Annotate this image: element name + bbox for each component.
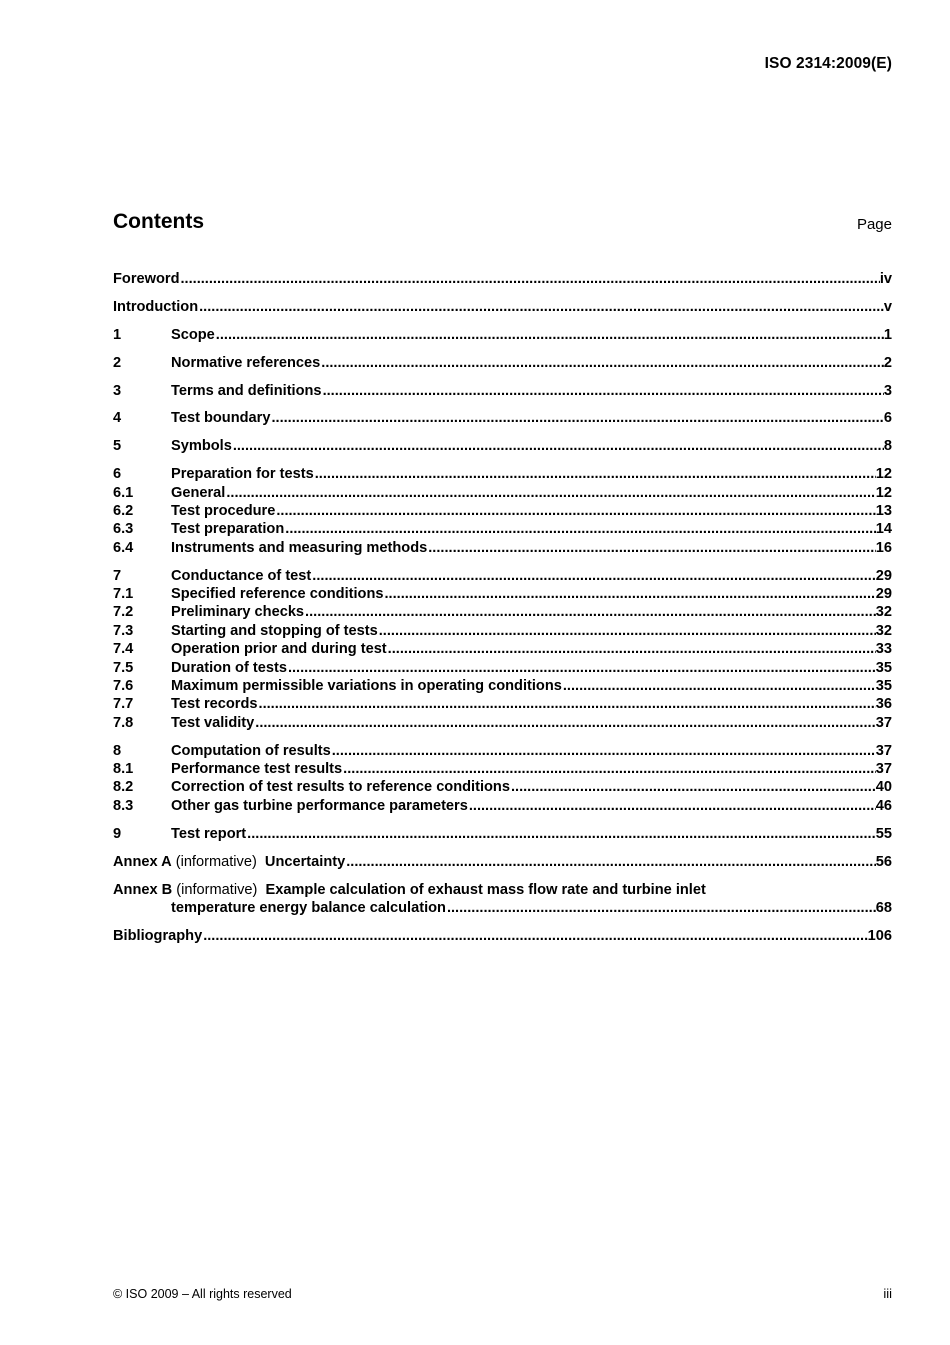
toc-entry-page: 35 bbox=[875, 659, 892, 676]
toc-group-1 bbox=[113, 326, 892, 344]
toc-entry-number: 7.4 bbox=[113, 641, 134, 658]
toc-entry-instruments[interactable] bbox=[113, 539, 892, 557]
toc-entry-number: 7 bbox=[113, 567, 122, 584]
toc-entry-page: 37 bbox=[875, 714, 892, 731]
toc-entry-title: Test validity bbox=[171, 714, 255, 731]
document-id: ISO 2314:2009(E) bbox=[764, 55, 892, 72]
toc-entry-permissible-variations[interactable] bbox=[113, 677, 892, 695]
toc-entry-title bbox=[113, 853, 345, 871]
toc-entry-title: Introduction bbox=[113, 298, 199, 315]
toc-entry-number: 6.1 bbox=[113, 484, 134, 501]
toc-entry-title: Bibliography bbox=[113, 927, 203, 944]
toc-entry-preparation-for-tests[interactable] bbox=[113, 465, 892, 483]
annex-title-line1: Example calculation of exhaust mass flow rate and turbine inlet bbox=[265, 881, 706, 898]
toc-entry-test-preparation[interactable] bbox=[113, 520, 892, 538]
toc-entry-page: 2 bbox=[883, 354, 892, 371]
toc-entry-title: Test report bbox=[171, 825, 247, 842]
toc-dot-leader bbox=[246, 825, 876, 843]
toc-entry-number: 8.2 bbox=[113, 779, 134, 796]
toc-dot-leader bbox=[387, 640, 876, 658]
toc-entry-title: Computation of results bbox=[171, 742, 331, 759]
toc-entry-page: 16 bbox=[875, 539, 892, 556]
toc-dot-leader bbox=[179, 270, 879, 288]
toc-dot-leader bbox=[383, 585, 875, 603]
toc-entry-number: 6.4 bbox=[113, 539, 134, 556]
toc-group-3 bbox=[113, 382, 892, 400]
toc-entry-test-validity[interactable] bbox=[113, 714, 892, 732]
toc-entry-test-boundary[interactable] bbox=[113, 409, 892, 427]
toc-group-6 bbox=[113, 465, 892, 557]
toc-entry-title: Other gas turbine performance parameters bbox=[171, 797, 468, 814]
toc-entry-page: 32 bbox=[875, 622, 892, 639]
toc-entry-title: Conductance of test bbox=[171, 567, 312, 584]
toc-group-annex-b bbox=[113, 881, 892, 918]
toc-entry-number: 7.8 bbox=[113, 714, 134, 731]
toc-entry-number: 9 bbox=[113, 825, 122, 842]
toc-dot-leader bbox=[322, 382, 884, 400]
toc-entry-title: Scope bbox=[171, 326, 215, 343]
toc-entry-number: 6 bbox=[113, 466, 122, 483]
toc-entry-title: Preliminary checks bbox=[171, 604, 305, 621]
toc-entry-page: 14 bbox=[875, 521, 892, 538]
toc-group-7 bbox=[113, 567, 892, 733]
toc-entry-number: 6.3 bbox=[113, 521, 134, 538]
toc-entry-number: 5 bbox=[113, 438, 122, 455]
toc-dot-leader bbox=[510, 778, 876, 796]
toc-entry-page: 37 bbox=[875, 761, 892, 778]
toc-entry-introduction[interactable] bbox=[113, 298, 892, 316]
toc-entry-title: Correction of test results to reference conditions bbox=[171, 779, 510, 796]
toc-group-introduction bbox=[113, 298, 892, 316]
toc-dot-leader bbox=[225, 484, 875, 502]
toc-entry-performance-results[interactable] bbox=[113, 760, 892, 778]
toc-entry-bibliography[interactable] bbox=[113, 927, 892, 945]
toc-entry-page: 46 bbox=[875, 797, 892, 814]
toc-entry-number: 7.7 bbox=[113, 696, 134, 713]
toc-entry-symbols[interactable] bbox=[113, 437, 892, 455]
toc-entry-number: 7.2 bbox=[113, 604, 134, 621]
toc-entry-general[interactable] bbox=[113, 484, 892, 502]
toc-entry-test-procedure[interactable] bbox=[113, 502, 892, 520]
toc-entry-other-parameters[interactable] bbox=[113, 797, 892, 815]
toc-entry-test-records[interactable] bbox=[113, 695, 892, 713]
toc-dot-leader bbox=[314, 465, 876, 483]
toc-entry-page: 35 bbox=[875, 678, 892, 695]
toc-group-foreword bbox=[113, 270, 892, 288]
toc-entry-number: 6.2 bbox=[113, 503, 134, 520]
toc-dot-leader bbox=[468, 797, 876, 815]
toc-entry-title: Maximum permissible variations in operating conditions bbox=[171, 678, 562, 695]
toc-entry-title: Foreword bbox=[113, 271, 180, 287]
toc-entry-page: 8 bbox=[883, 438, 892, 455]
toc-entry-page: 1 bbox=[883, 326, 892, 343]
toc-dot-leader bbox=[446, 899, 876, 917]
toc-entry-operation-prior[interactable] bbox=[113, 640, 892, 658]
toc-entry-page: 55 bbox=[875, 825, 892, 842]
toc-entry-page: 12 bbox=[875, 466, 892, 483]
toc-entry-page: 33 bbox=[875, 641, 892, 658]
toc-dot-leader bbox=[562, 677, 876, 695]
toc-entry-page: 13 bbox=[875, 503, 892, 520]
toc-dot-leader bbox=[198, 298, 884, 316]
toc-entry-page: 12 bbox=[875, 484, 892, 501]
toc-entry-title: Test records bbox=[171, 696, 258, 713]
toc-entry-conductance-of-test[interactable] bbox=[113, 567, 892, 585]
toc-dot-leader bbox=[202, 927, 867, 945]
toc-entry-title: Terms and definitions bbox=[171, 382, 322, 399]
toc-dot-leader bbox=[258, 695, 876, 713]
toc-entry-number: 2 bbox=[113, 354, 122, 371]
annex-qualifier: (informative) bbox=[175, 853, 257, 870]
toc-dot-leader bbox=[378, 622, 876, 640]
toc-group-5 bbox=[113, 437, 892, 455]
toc-group-annex-a bbox=[113, 853, 892, 871]
toc-entry-title: Test preparation bbox=[171, 521, 285, 538]
toc-entry-page: v bbox=[883, 298, 892, 315]
toc-dot-leader bbox=[320, 354, 884, 372]
toc-entry-preliminary-checks[interactable] bbox=[113, 603, 892, 621]
toc-entry-page: 36 bbox=[875, 696, 892, 713]
toc-dot-leader bbox=[270, 409, 883, 427]
toc-entry-duration-of-tests[interactable] bbox=[113, 659, 892, 677]
toc-entry-number: 8 bbox=[113, 742, 122, 759]
toc-entry-title: Starting and stopping of tests bbox=[171, 622, 378, 639]
toc-group-9 bbox=[113, 825, 892, 843]
toc-dot-leader bbox=[427, 539, 876, 557]
toc-dot-leader bbox=[331, 742, 876, 760]
toc-entry-number: 8.1 bbox=[113, 761, 134, 778]
page-column-label: Page bbox=[856, 216, 892, 233]
annex-qualifier: (informative) bbox=[176, 881, 258, 898]
toc-entry-test-report[interactable] bbox=[113, 825, 892, 843]
toc-entry-page: 32 bbox=[875, 604, 892, 621]
toc-entry-page: 40 bbox=[875, 779, 892, 796]
toc-entry-title: Performance test results bbox=[171, 761, 343, 778]
toc-entry-title: Test procedure bbox=[171, 503, 276, 520]
annex-label: Annex B bbox=[113, 881, 173, 898]
toc-entry-page: 29 bbox=[875, 567, 892, 584]
toc-entry-title: Duration of tests bbox=[171, 659, 287, 676]
toc-entry-page: 106 bbox=[867, 927, 892, 944]
toc-entry-page: iv bbox=[879, 271, 892, 287]
toc-entry-title: General bbox=[171, 484, 226, 501]
toc-entry-number: 1 bbox=[113, 326, 122, 343]
toc-entry-title: Normative references bbox=[171, 354, 321, 371]
toc-dot-leader bbox=[287, 659, 876, 677]
toc-entry-page: 68 bbox=[875, 899, 892, 916]
copyright-notice: © ISO 2009 – All rights reserved bbox=[113, 1287, 292, 1301]
toc-entry-number: 7.5 bbox=[113, 659, 134, 676]
contents-heading: Contents bbox=[113, 210, 204, 233]
toc-entry-annex-a[interactable] bbox=[113, 853, 892, 871]
toc-entry-title: Instruments and measuring methods bbox=[171, 539, 428, 556]
toc-dot-leader bbox=[284, 520, 876, 538]
annex-label: Annex A bbox=[113, 853, 172, 870]
toc-dot-leader bbox=[345, 853, 876, 871]
toc-dot-leader bbox=[232, 437, 884, 455]
toc-entry-number: 3 bbox=[113, 382, 122, 399]
toc-entry-page: 29 bbox=[875, 586, 892, 603]
table-of-contents bbox=[113, 270, 892, 955]
toc-dot-leader bbox=[275, 502, 875, 520]
toc-entry-scope[interactable] bbox=[113, 326, 892, 344]
toc-entry-number: 8.3 bbox=[113, 797, 134, 814]
toc-entry-title: Specified reference conditions bbox=[171, 586, 384, 603]
annex-title-line2: temperature energy balance calculation bbox=[171, 899, 446, 916]
toc-entry-computation-of-results[interactable] bbox=[113, 742, 892, 760]
toc-entry-annex-b-line2[interactable] bbox=[113, 899, 892, 917]
annex-title: Uncertainty bbox=[264, 853, 346, 870]
toc-entry-title: Preparation for tests bbox=[171, 466, 314, 483]
toc-entry-correction-of-results[interactable] bbox=[113, 778, 892, 796]
toc-entry-page: 6 bbox=[883, 410, 892, 427]
toc-entry-page: 37 bbox=[875, 742, 892, 759]
toc-entry-normative-references[interactable] bbox=[113, 354, 892, 372]
toc-dot-leader bbox=[304, 603, 876, 621]
toc-entry-reference-conditions[interactable] bbox=[113, 585, 892, 603]
toc-entry-terms-definitions[interactable] bbox=[113, 382, 892, 400]
page-number: iii bbox=[883, 1286, 892, 1301]
toc-entry-page: 3 bbox=[883, 382, 892, 399]
toc-entry-page: 56 bbox=[875, 853, 892, 870]
toc-entry-number: 7.6 bbox=[113, 678, 134, 695]
toc-dot-leader bbox=[311, 567, 875, 585]
toc-group-bibliography bbox=[113, 927, 892, 945]
toc-group-8 bbox=[113, 742, 892, 816]
toc-entry-number: 4 bbox=[113, 410, 122, 427]
toc-entry-number: 7.1 bbox=[113, 586, 134, 603]
toc-dot-leader bbox=[215, 326, 884, 344]
toc-dot-leader bbox=[254, 714, 876, 732]
toc-dot-leader bbox=[342, 760, 876, 778]
toc-entry-title: Operation prior and during test bbox=[171, 641, 387, 658]
toc-entry-number: 7.3 bbox=[113, 622, 134, 639]
toc-entry-title: Test boundary bbox=[171, 410, 271, 427]
toc-entry-starting-stopping[interactable] bbox=[113, 622, 892, 640]
toc-entry-annex-b-line1[interactable] bbox=[113, 881, 892, 899]
toc-entry-foreword[interactable] bbox=[113, 270, 892, 288]
toc-group-4 bbox=[113, 409, 892, 427]
toc-group-2 bbox=[113, 354, 892, 372]
toc-entry-title: Symbols bbox=[171, 438, 232, 455]
